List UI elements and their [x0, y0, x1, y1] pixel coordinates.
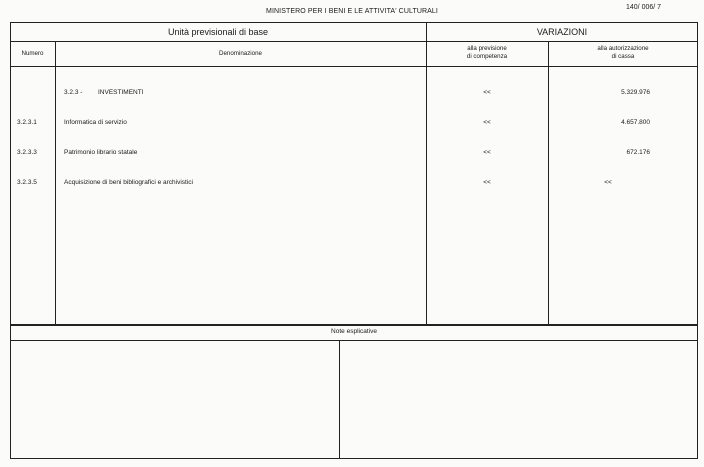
group-header-upb: Unità previsionali di base: [167, 27, 269, 37]
row-cassa: 4.657.800: [621, 119, 650, 126]
col-header-previsione-line2: di competenza: [466, 53, 508, 60]
col-header-denominazione: Denominazione: [219, 50, 262, 57]
budget-table: [10, 22, 698, 325]
header-divider-1: [10, 41, 698, 42]
row-previsione: <<: [483, 119, 491, 126]
notes-divider: [10, 340, 698, 341]
section-cassa: 5.329.976: [621, 89, 650, 96]
row-numero: 3.2.3.3: [17, 149, 37, 156]
header-divider-2: [10, 66, 698, 67]
section-previsione: <<: [483, 89, 491, 96]
col-header-cassa-line1: alla autorizzazione: [597, 45, 649, 52]
col-header-previsione: [426, 45, 548, 61]
row-previsione: <<: [483, 149, 491, 156]
notes-box: [10, 325, 698, 459]
row-cassa: 672.176: [626, 149, 650, 156]
col-header-numero: Numero: [21, 50, 44, 57]
row-denominazione: Informatica di servizio: [64, 119, 127, 126]
col-header-cassa: [548, 45, 698, 61]
section-code: 3.2.3 -: [64, 89, 83, 96]
row-numero: 3.2.3.5: [17, 179, 37, 186]
group-header-variazioni: VARIAZIONI: [536, 27, 588, 37]
col-divider-numero: [55, 41, 56, 325]
col-header-previsione-line1: alla previsione: [467, 45, 507, 52]
page-code: 140/ 006/ 7: [626, 4, 662, 11]
row-denominazione: Acquisizione di beni bibliografici e archivistici: [64, 179, 193, 186]
notes-column-divider: [339, 340, 340, 459]
section-label: INVESTIMENTI: [98, 89, 144, 96]
col-header-cassa-line2: di cassa: [611, 53, 635, 60]
row-previsione: <<: [483, 179, 491, 186]
row-denominazione: Patrimonio librario statale: [64, 149, 138, 156]
row-cassa: <<: [604, 179, 612, 186]
ministry-title: MINISTERO PER I BENI E LE ATTIVITA' CULTURALI: [266, 8, 438, 15]
col-divider-variazioni: [426, 22, 427, 325]
notes-title: Note esplicative: [331, 328, 377, 335]
row-numero: 3.2.3.1: [17, 119, 37, 126]
